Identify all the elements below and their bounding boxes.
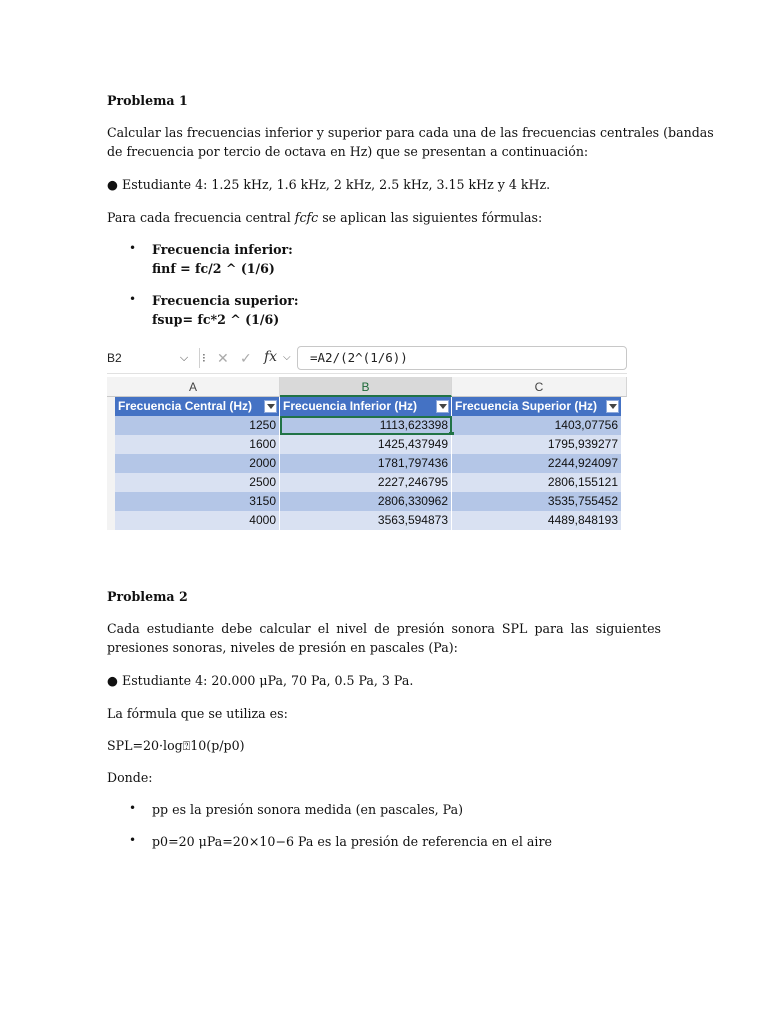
bullet-dot: ● xyxy=(107,177,118,192)
name-box[interactable]: B2 xyxy=(107,351,122,365)
formulas-intro xyxy=(107,208,542,227)
divider xyxy=(199,348,200,368)
problem1-intro-line2: de frecuencia por tercio de octava en Hz) que se presentan a continuación: xyxy=(107,144,589,159)
problem1-student-line xyxy=(107,175,550,194)
row-header-stub[interactable] xyxy=(107,435,115,454)
chevron-down-icon[interactable]: ⌵ xyxy=(179,352,189,364)
formula-bar xyxy=(107,343,627,374)
more-options-icon[interactable]: ⁝ xyxy=(202,351,206,365)
filter-dropdown-icon[interactable] xyxy=(264,400,277,413)
table-row xyxy=(107,416,627,435)
formula-input[interactable] xyxy=(297,346,627,370)
student-text: Estudiante 4: 1.25 kHz, 1.6 kHz, 2 kHz, 2.5 kHz, 3.15 kHz y 4 kHz. xyxy=(122,177,551,192)
table-cell[interactable]: 2244,924097 xyxy=(452,454,622,473)
row-header-stub[interactable] xyxy=(107,397,115,416)
table-row xyxy=(107,492,627,511)
spl-formula: SPL=20·log⍰10(p/p0) xyxy=(107,738,245,753)
table-row xyxy=(107,454,627,473)
bullet-dot: ● xyxy=(107,673,118,688)
table-cell[interactable]: 1781,797436 xyxy=(280,454,452,473)
bullet-label: Frecuencia inferior: xyxy=(152,242,293,257)
table-cell[interactable]: 1795,939277 xyxy=(452,435,622,454)
problem2-intro: Cada estudiante debe calcular el nivel de presión sonora SPL para las siguientes presiones sonoras, niveles de presión en pascales (Pa): xyxy=(107,621,661,655)
problem1-intro-line1: Calcular las frecuencias inferior y superior para cada una de las frecuencias centrales (bandas xyxy=(107,125,714,140)
bullet-dot: • xyxy=(129,241,137,255)
table-header-row xyxy=(107,397,627,416)
bullet-formula: fsup= fc*2 ^ (1/6) xyxy=(152,312,280,327)
table-cell[interactable]: 2227,246795 xyxy=(280,473,452,492)
spreadsheet-screenshot xyxy=(107,343,627,539)
formulas-intro-text-end: se aplican las siguientes fórmulas: xyxy=(318,210,543,225)
bullet-dot: • xyxy=(129,292,137,306)
table-cell[interactable]: 4000 xyxy=(115,511,280,530)
formula-text: =A2/(2^(1/6)) xyxy=(310,350,408,365)
check-icon[interactable]: ✓ xyxy=(240,350,252,366)
table-cell[interactable]: 1250 xyxy=(115,416,280,435)
table-cell[interactable]: 2000 xyxy=(115,454,280,473)
bullet-label: Frecuencia superior: xyxy=(152,293,299,308)
table-cell[interactable]: 3535,755452 xyxy=(452,492,622,511)
row-header-stub[interactable] xyxy=(107,511,115,530)
active-cell[interactable]: 1113,623398 xyxy=(280,416,452,435)
bullet-p-definition: pp es la presión sonora medida (en pascales, Pa) xyxy=(152,802,463,817)
table-header-cell[interactable]: Frecuencia Inferior (Hz) xyxy=(280,397,452,416)
row-header-stub[interactable] xyxy=(107,454,115,473)
cancel-icon[interactable]: ✕ xyxy=(217,350,229,366)
table-row xyxy=(107,435,627,454)
table-cell[interactable]: 2806,155121 xyxy=(452,473,622,492)
insert-function-icon[interactable]: fx xyxy=(264,349,278,365)
donde-label: Donde: xyxy=(107,770,153,785)
column-header-b[interactable]: B xyxy=(280,377,452,397)
row-header-stub[interactable] xyxy=(107,473,115,492)
table-header-cell[interactable]: Frecuencia Central (Hz) xyxy=(115,397,280,416)
column-header-c[interactable]: C xyxy=(452,377,627,397)
table-cell[interactable]: 3563,594873 xyxy=(280,511,452,530)
table-cell[interactable]: 4489,848193 xyxy=(452,511,622,530)
formula-intro: La fórmula que se utiliza es: xyxy=(107,706,288,721)
bullet-formula: finf = fc/2 ^ (1/6) xyxy=(152,261,275,276)
table-cell[interactable]: 2500 xyxy=(115,473,280,492)
filter-dropdown-icon[interactable] xyxy=(606,400,619,413)
student-text: Estudiante 4: 20.000 μPa, 70 Pa, 0.5 Pa, 3 Pa. xyxy=(122,673,414,688)
chevron-down-icon[interactable]: ⌵ xyxy=(283,352,291,363)
problem2-title: Problema 2 xyxy=(107,589,188,604)
bullet-dot: • xyxy=(129,801,137,815)
row-header-stub[interactable] xyxy=(107,492,115,511)
table-cell[interactable]: 2806,330962 xyxy=(280,492,452,511)
column-header-a[interactable]: A xyxy=(107,377,280,397)
bullet-p0-definition: p0=20 μPa=20×10−6 Pa es la presión de referencia en el aire xyxy=(152,834,552,849)
table-cell[interactable]: 1403,07756 xyxy=(452,416,622,435)
table-row xyxy=(107,473,627,492)
bullet-dot: • xyxy=(129,833,137,847)
problem2-student-line xyxy=(107,671,413,690)
problem1-title: Problema 1 xyxy=(107,93,188,108)
filter-dropdown-icon[interactable] xyxy=(436,400,449,413)
formulas-intro-text: Para cada frecuencia central xyxy=(107,210,295,225)
table-cell[interactable]: 1600 xyxy=(115,435,280,454)
table-header-cell[interactable]: Frecuencia Superior (Hz) xyxy=(452,397,622,416)
row-header-stub[interactable] xyxy=(107,416,115,435)
fc-symbol: fcfc xyxy=(294,210,319,225)
table-cell[interactable]: 1425,437949 xyxy=(280,435,452,454)
table-cell[interactable]: 3150 xyxy=(115,492,280,511)
table-row xyxy=(107,511,627,530)
